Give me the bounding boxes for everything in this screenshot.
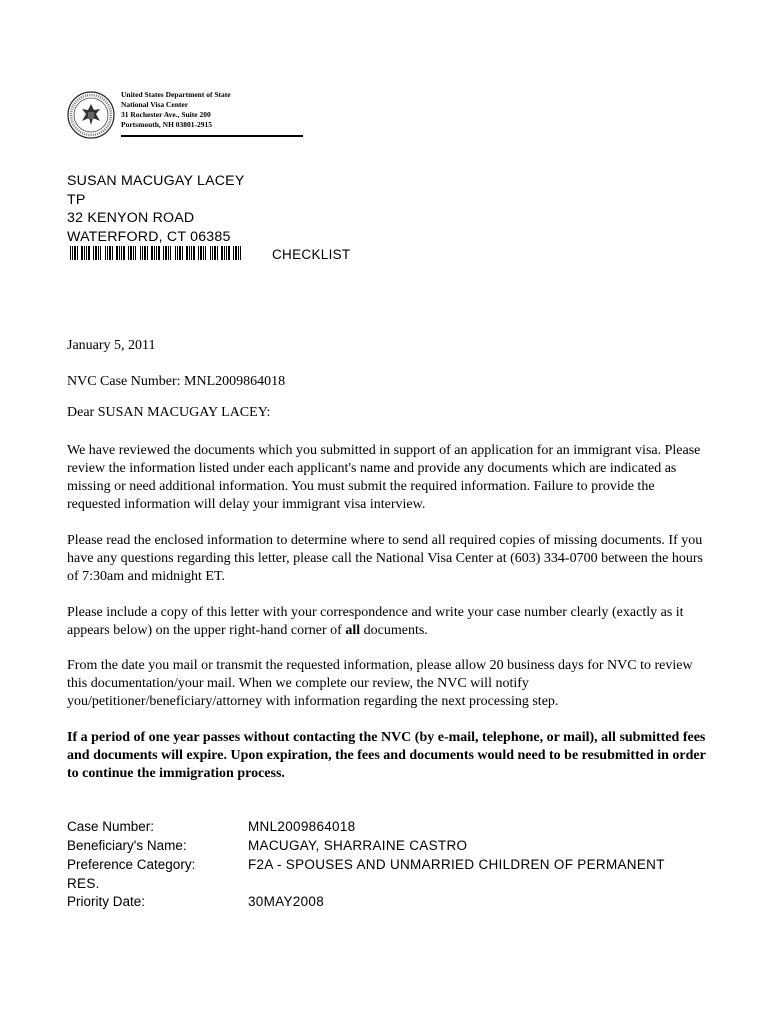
salutation: Dear SUSAN MACUGAY LACEY: <box>67 405 271 420</box>
paragraph-text: documents. <box>360 623 428 638</box>
agency-line: United States Department of State <box>121 90 231 99</box>
preference-value-continued: RES. <box>67 876 100 891</box>
postal-barcode <box>67 246 243 260</box>
case-number-row <box>67 818 665 837</box>
priority-date-label: Priority Date: <box>67 894 146 909</box>
paragraph-review: We have reviewed the documents which you submitted in support of an application for an immigrant visa. Please review the information listed under each applicant's name and provide any documents which are indicated as missing or need additional information. You must submit the required information. Failure to provide the requested information will delay your immigrant visa interview. <box>67 443 701 512</box>
recipient-line: WATERFORD, CT 06385 <box>67 228 231 245</box>
recipient-line: SUSAN MACUGAY LACEY <box>67 173 245 189</box>
paragraph-include-copy <box>67 604 707 640</box>
recipient-address <box>67 172 245 246</box>
agency-line: 31 Rochester Ave., Suite 200 <box>121 110 211 119</box>
priority-date-value: 30MAY2008 <box>248 894 325 909</box>
recipient-line: TP <box>67 191 86 208</box>
paragraph-instructions: Please read the enclosed information to determine where to send all required copies of missing documents. If you have any questions regarding this letter, please call the National Visa Center at (603) 334-0700 between the hours of 7:30am and midnight ET. <box>67 533 703 584</box>
emphasis-all: all <box>345 623 361 638</box>
preference-label: Preference Category: <box>67 857 196 872</box>
case-number-label: Case Number: <box>67 819 155 834</box>
letterhead-divider <box>121 135 303 137</box>
paragraph-text: Please include a copy of this letter with your correspondence and write your case number clearly (exactly as it appears below) on the upper right-hand corner of <box>67 605 684 638</box>
agency-address <box>121 90 231 130</box>
priority-date-row <box>67 893 665 912</box>
recipient-line: 32 KENYON ROAD <box>67 210 195 226</box>
letterhead <box>66 90 248 142</box>
case-details <box>67 818 665 912</box>
case-number-line: NVC Case Number: MNL2009864018 <box>67 374 286 389</box>
beneficiary-label: Beneficiary's Name: <box>67 838 187 853</box>
paragraph-processing: From the date you mail or transmit the requested information, please allow 20 business days for NVC to review this documentation/your mail. When we complete our review, the NVC will notify you/petitioner/beneficiary/attorney with information regarding the next processing step. <box>67 658 693 709</box>
department-of-state-seal-icon <box>66 90 116 140</box>
preference-value: F2A - SPOUSES AND UNMARRIED CHILDREN OF PERMANENT <box>248 857 665 872</box>
paragraph-expiration-warning: If a period of one year passes without contacting the NVC (by e-mail, telephone, or mail), all submitted fees and documents will expire. Upon expiration, the fees and documents would need to be resubmitted in order to continue the immigration process. <box>67 730 706 781</box>
checklist-label: CHECKLIST <box>272 247 351 262</box>
beneficiary-value: MACUGAY, SHARRAINE CASTRO <box>248 838 468 853</box>
agency-line: Portsmouth, NH 03801-2915 <box>121 120 213 129</box>
letter-date: January 5, 2011 <box>67 338 156 353</box>
beneficiary-row <box>67 837 665 856</box>
case-number-value: MNL2009864018 <box>248 819 356 834</box>
agency-line: National Visa Center <box>121 100 189 109</box>
preference-row <box>67 856 665 875</box>
